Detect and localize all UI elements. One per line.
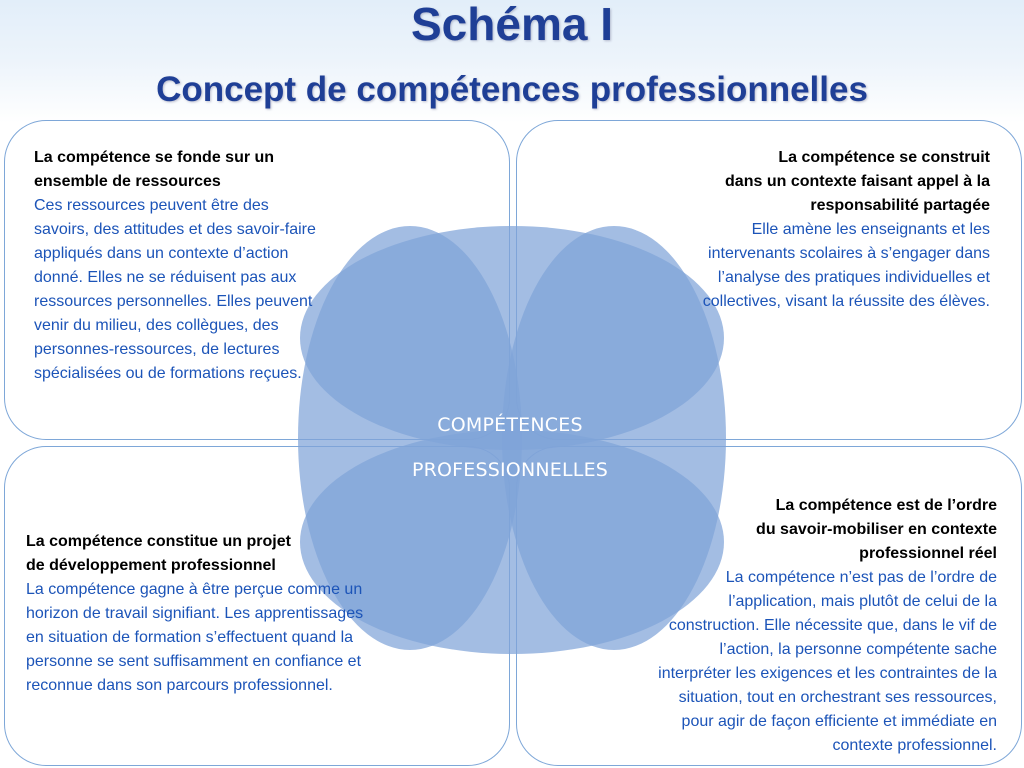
page-subtitle: Concept de compétences professionnelles <box>156 70 868 109</box>
body-line: l’action, la personne compétente sache <box>719 641 997 658</box>
page-title: Schéma I <box>411 0 613 50</box>
heading-line: dans un contexte faisant appel à la <box>725 173 990 190</box>
text-top-left <box>34 146 316 386</box>
body-line: ressources personnelles. Elles peuvent <box>34 293 313 310</box>
heading-line: ensemble de ressources <box>34 173 221 190</box>
center-label-line1: COMPÉTENCES <box>437 414 583 436</box>
heading-line: La compétence se fonde sur un <box>34 149 275 166</box>
body-line: appliqués dans un contexte d’action <box>34 245 289 262</box>
heading-line: La compétence constitue un projet <box>26 533 291 550</box>
center-label-line2: PROFESSIONNELLES <box>411 459 609 481</box>
body-line: l’analyse des pratiques individuelles et <box>717 269 990 286</box>
body-line: horizon de travail signifiant. Les apprentissages <box>26 605 364 622</box>
body-line: interpréter les exigences et les contraintes de la <box>658 665 997 682</box>
text-top-right <box>703 146 990 314</box>
body-line: situation, tout en orchestrant ses ressources, <box>678 689 997 706</box>
body-line: personnes-ressources, de lectures <box>34 341 280 358</box>
body-line: Ces ressources peuvent être des <box>34 197 269 214</box>
body-line: savoirs, des attitudes et des savoir-faire <box>34 221 316 238</box>
body-line: donné. Elles ne se réduisent pas aux <box>34 269 297 286</box>
body-line: venir du milieu, des collègues, des <box>34 317 279 334</box>
body-line: construction. Elle nécessite que, dans le vif de <box>668 617 997 634</box>
heading-line: responsabilité partagée <box>810 197 990 214</box>
body-line: intervenants scolaires à s’engager dans <box>708 245 990 262</box>
body-line: contexte professionnel. <box>832 737 997 754</box>
body-line: Elle amène les enseignants et les <box>751 221 990 238</box>
body-line: l’application, mais plutôt de celui de la <box>728 593 997 610</box>
heading-line: du savoir-mobiliser en contexte <box>756 521 997 538</box>
body-line: collectives, visant la réussite des élèves. <box>702 293 990 310</box>
heading-line: La compétence se construit <box>778 149 990 166</box>
text-bottom-right <box>658 494 997 758</box>
heading-line: de développement professionnel <box>26 557 276 574</box>
heading-line: professionnel réel <box>859 545 997 562</box>
body-line: personne se sent suffisamment en confiance et <box>26 653 362 670</box>
body-line: spécialisées ou de formations reçues. <box>34 365 302 382</box>
body-line: La compétence gagne à être perçue comme un <box>26 581 363 598</box>
body-line: pour agir de façon efficiente et immédiate en <box>681 713 997 730</box>
text-bottom-left <box>26 530 363 698</box>
body-line: en situation de formation s’effectuent quand la <box>26 629 354 646</box>
body-line: La compétence n’est pas de l’ordre de <box>725 569 997 586</box>
heading-line: La compétence est de l’ordre <box>775 497 997 514</box>
body-line: reconnue dans son parcours professionnel. <box>26 677 333 694</box>
